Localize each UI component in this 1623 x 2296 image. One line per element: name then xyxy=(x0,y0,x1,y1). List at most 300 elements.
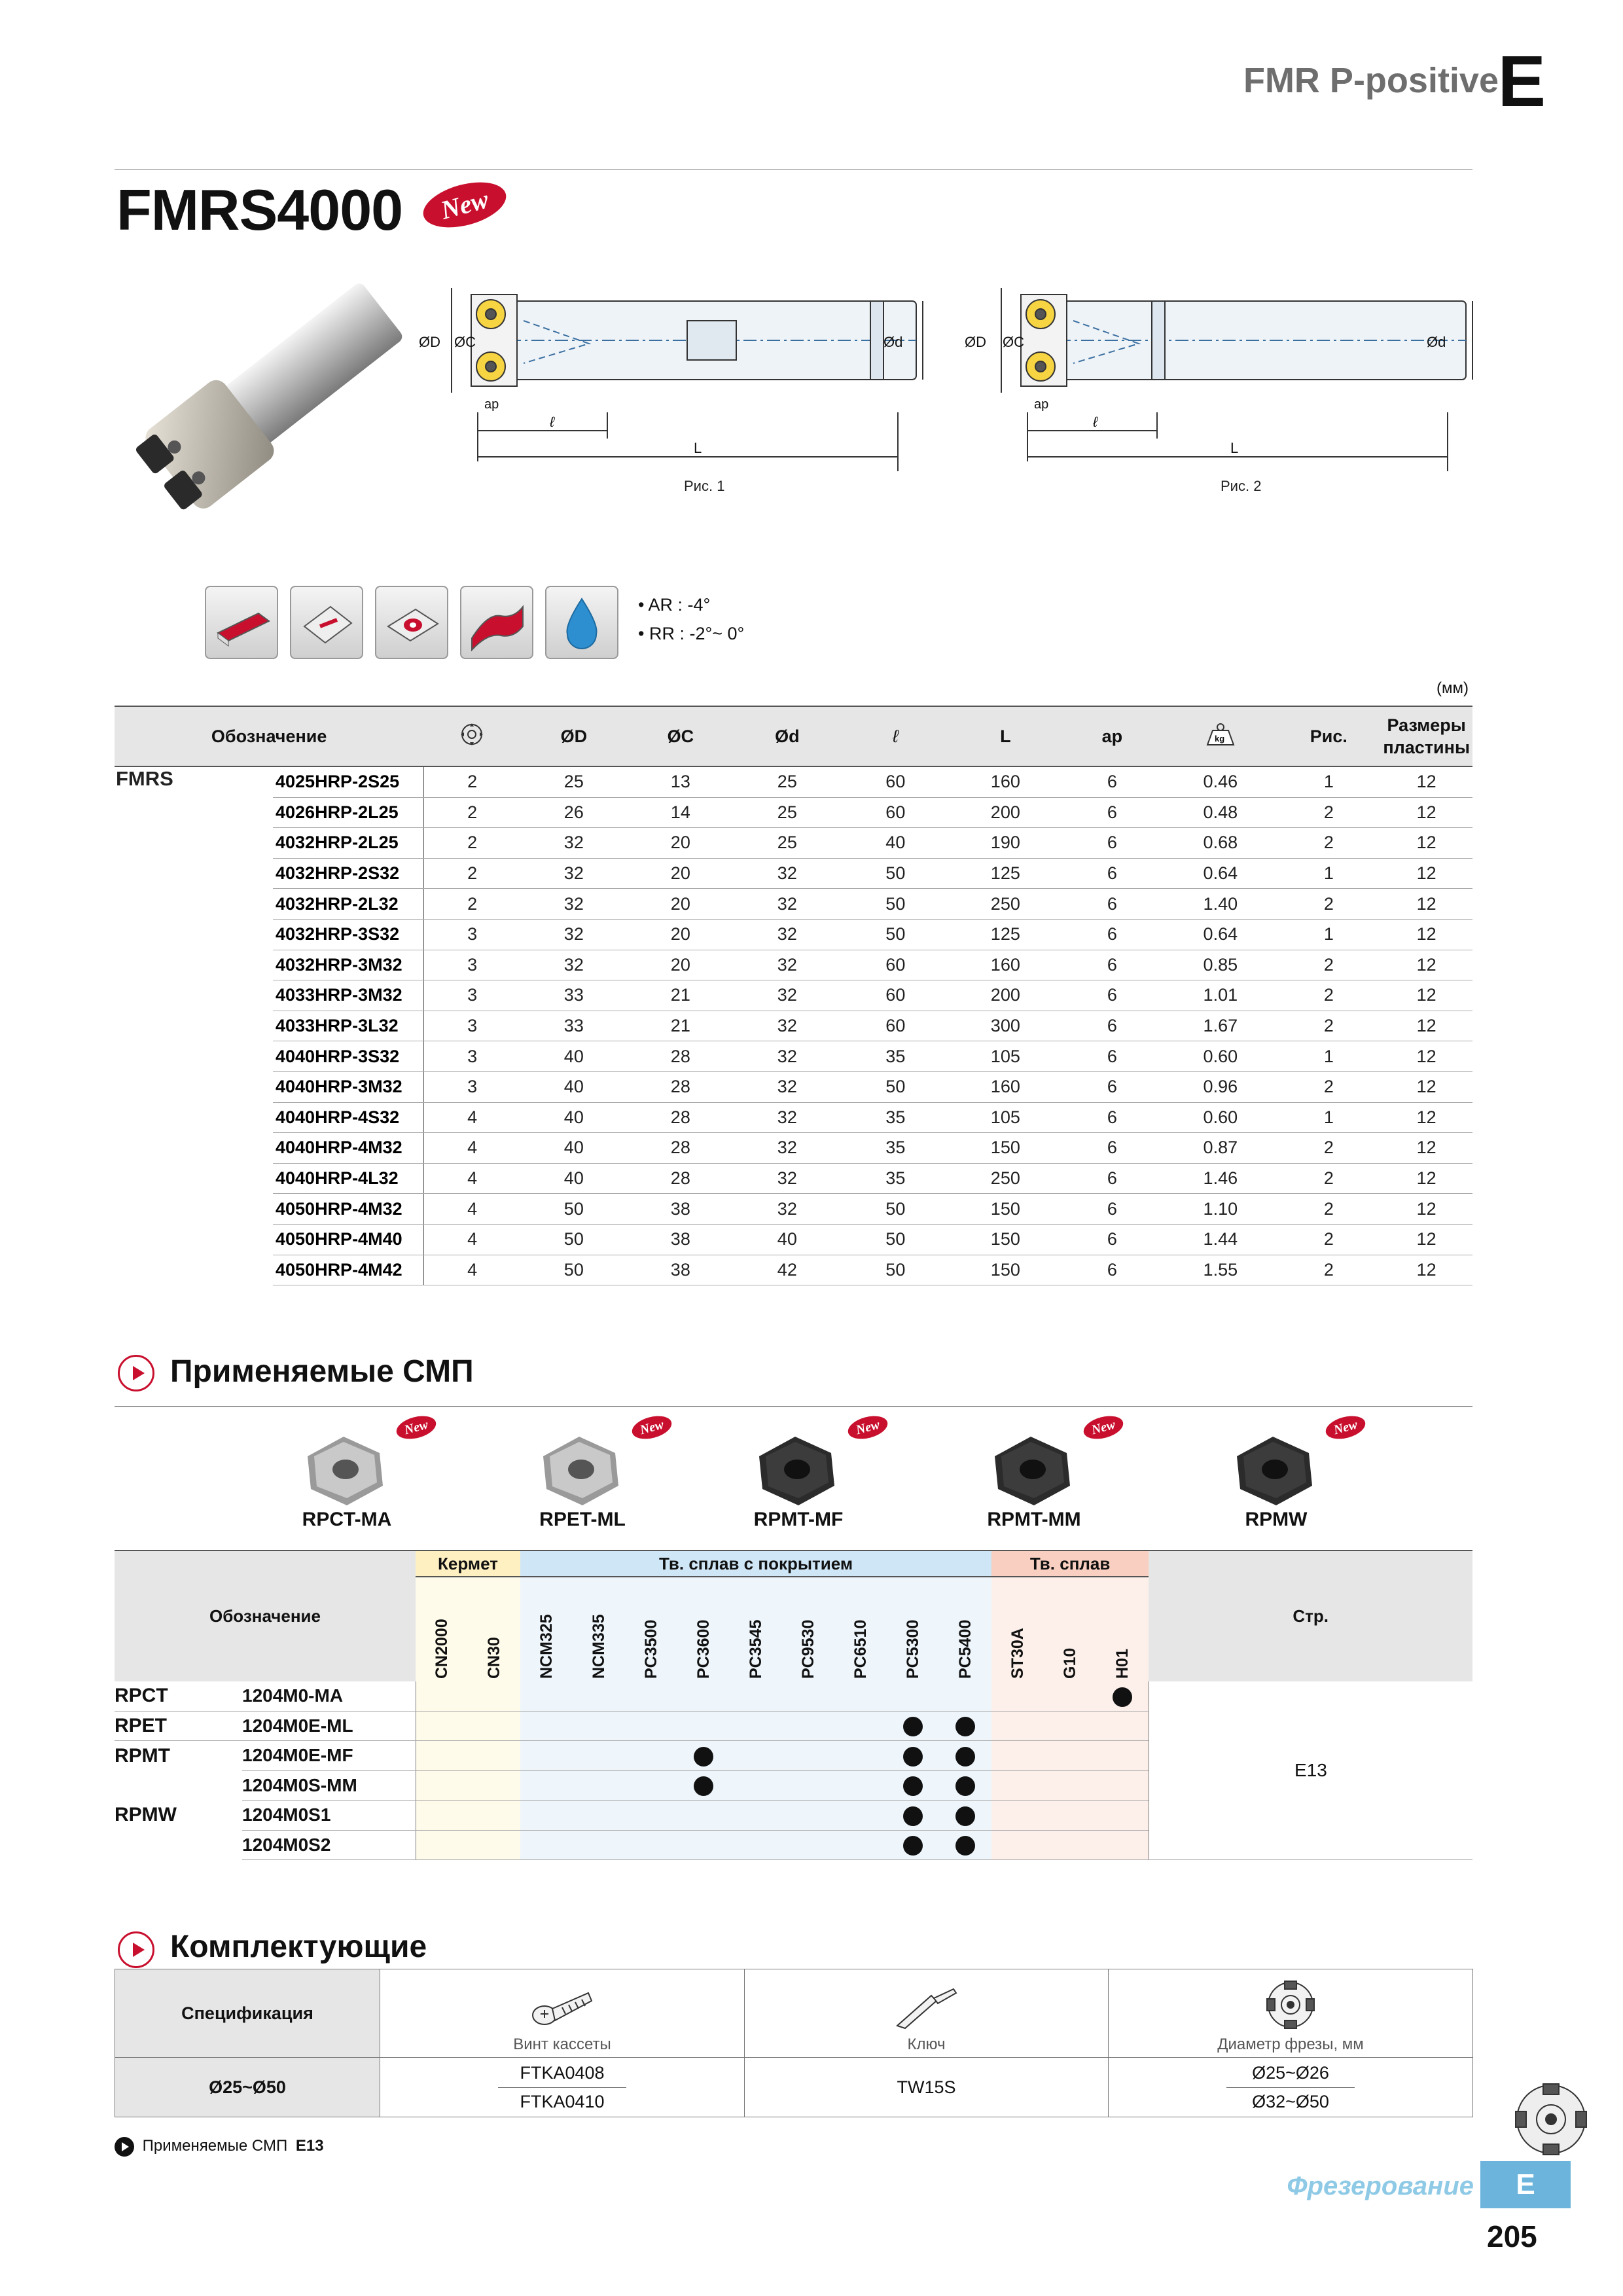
arrow-right-icon xyxy=(115,2137,134,2157)
cell-value: 20 xyxy=(627,950,734,980)
figure-2-drawing xyxy=(962,281,1479,471)
grade-cell xyxy=(677,1801,730,1831)
units-label: (мм) xyxy=(1436,679,1469,697)
cell-value: 0.87 xyxy=(1164,1133,1277,1164)
cell-value: 32 xyxy=(520,889,627,920)
cell-value: 3 xyxy=(423,1011,520,1041)
grade-label: PC3545 xyxy=(746,1619,765,1679)
cell-value: 6 xyxy=(1060,1071,1164,1102)
grade-cell xyxy=(416,1830,468,1860)
tool-code: 4033HRP-3M32 xyxy=(273,980,423,1011)
table-row xyxy=(115,919,1472,950)
insert-image xyxy=(982,1424,1080,1515)
rake-angles xyxy=(638,590,744,648)
grade-cell xyxy=(939,1830,991,1860)
figure-2-caption: Рис. 2 xyxy=(1221,478,1262,494)
cell-value: 35 xyxy=(840,1163,950,1194)
cell-value: 60 xyxy=(840,1011,950,1041)
cell-value: 4 xyxy=(423,1163,520,1194)
grade-label: NCM325 xyxy=(537,1613,556,1679)
cell-value: 35 xyxy=(840,1041,950,1072)
cell-value: 6 xyxy=(1060,1102,1164,1133)
tool-code: 4050HRP-4M32 xyxy=(273,1194,423,1225)
cutter-photo xyxy=(118,268,425,524)
cell-value: 105 xyxy=(950,1041,1060,1072)
grade-cell xyxy=(468,1770,520,1801)
tool-code: 4032HRP-2L25 xyxy=(273,828,423,859)
spec-value: Ø25~Ø50 xyxy=(115,2058,380,2117)
cell-value: 38 xyxy=(627,1255,734,1285)
cell-value: 50 xyxy=(840,1224,950,1255)
cell-value: 12 xyxy=(1380,1194,1472,1225)
insert-family: RPMW xyxy=(115,1804,177,1826)
new-badge: New xyxy=(630,1412,674,1443)
grade-cell xyxy=(573,1801,625,1831)
cell-value: 28 xyxy=(627,1041,734,1072)
cell-value: 32 xyxy=(520,858,627,889)
grade-cell xyxy=(416,1711,468,1741)
availability-dot-icon xyxy=(903,1747,923,1767)
tool-code: 4050HRP-4M40 xyxy=(273,1224,423,1255)
cell-value: 2 xyxy=(1277,797,1380,828)
grade-cell xyxy=(939,1801,991,1831)
col-spec: Спецификация xyxy=(115,1969,380,2058)
table-row xyxy=(115,1071,1472,1102)
grade-cell xyxy=(520,1711,573,1741)
grade-cell xyxy=(625,1711,677,1741)
cell-value: 0.60 xyxy=(1164,1041,1277,1072)
key-icon xyxy=(891,1985,963,2031)
cell-value: 1.10 xyxy=(1164,1194,1277,1225)
cell-value: 2 xyxy=(1277,1194,1380,1225)
cell-value: 12 xyxy=(1380,1041,1472,1072)
cell-value: 6 xyxy=(1060,889,1164,920)
cell-value: 32 xyxy=(734,1194,840,1225)
cell-value: 12 xyxy=(1380,828,1472,859)
group-cermet: Кермет xyxy=(416,1551,520,1577)
cell-value: 150 xyxy=(950,1194,1060,1225)
grade-cell xyxy=(834,1681,887,1711)
grade-cell xyxy=(520,1830,573,1860)
family-name: FMRS xyxy=(116,767,173,790)
grade-cell xyxy=(468,1711,520,1741)
cell-value: 0.68 xyxy=(1164,828,1277,859)
insert-code: 1204M0S-MM xyxy=(242,1770,416,1801)
col-key xyxy=(745,1969,1109,2058)
cell-value: 3 xyxy=(423,1041,520,1072)
cell-value: 4 xyxy=(423,1102,520,1133)
grade-label: PC3600 xyxy=(694,1619,713,1679)
table-row xyxy=(115,980,1472,1011)
cell-value: 20 xyxy=(627,889,734,920)
cell-value: 2 xyxy=(423,828,520,859)
grade-cell xyxy=(677,1741,730,1771)
cell-value: 21 xyxy=(627,1011,734,1041)
grade-label: PC9530 xyxy=(798,1619,817,1679)
cell-value: 6 xyxy=(1060,766,1164,797)
cell-value: 2 xyxy=(1277,1255,1380,1285)
section-letter: E xyxy=(1497,41,1546,122)
grade-header xyxy=(939,1577,991,1681)
dim-ap: ap xyxy=(484,397,499,412)
cell-value: 200 xyxy=(950,797,1060,828)
screw-value-1: FTKA0408 xyxy=(498,2059,626,2088)
insert-name: RPMW xyxy=(1245,1509,1308,1530)
grade-cell xyxy=(730,1830,782,1860)
dim-l: ℓ xyxy=(550,414,555,430)
cell-value: 32 xyxy=(734,980,840,1011)
cell-value: 2 xyxy=(1277,1133,1380,1164)
grade-cell xyxy=(1044,1711,1096,1741)
cell-value: 40 xyxy=(734,1224,840,1255)
cell-value: 32 xyxy=(734,919,840,950)
square-insert-icon xyxy=(290,586,363,659)
cell-value: 160 xyxy=(950,950,1060,980)
grade-header xyxy=(573,1577,625,1681)
tool-code: 4033HRP-3L32 xyxy=(273,1011,423,1041)
footer-reference-page: E13 xyxy=(295,2137,324,2155)
grade-cell xyxy=(991,1681,1044,1711)
axial-rake: • AR : -4° xyxy=(638,595,711,615)
grade-label: CN2000 xyxy=(432,1618,451,1679)
tool-code: 4032HRP-3S32 xyxy=(273,919,423,950)
cell-value: 2 xyxy=(1277,1163,1380,1194)
cell-value: 25 xyxy=(520,766,627,797)
cell-value: 40 xyxy=(520,1163,627,1194)
cell-value: 40 xyxy=(520,1041,627,1072)
page-ref[interactable]: E13 xyxy=(1149,1681,1472,1860)
cell-value: 28 xyxy=(627,1133,734,1164)
availability-dot-icon xyxy=(903,1836,923,1856)
insert-family xyxy=(115,1830,242,1860)
cell-value: 4 xyxy=(423,1224,520,1255)
cell-value: 40 xyxy=(840,828,950,859)
table-row xyxy=(115,889,1472,920)
dim-C: ØC xyxy=(1003,334,1024,350)
cell-value: 14 xyxy=(627,797,734,828)
grade-header xyxy=(677,1577,730,1681)
inserts-heading: Применяемые СМП xyxy=(170,1354,474,1389)
grade-cell xyxy=(782,1770,834,1801)
cell-value: 2 xyxy=(1277,980,1380,1011)
diameter-value-2: Ø32~Ø50 xyxy=(1252,2091,1329,2111)
key-value: TW15S xyxy=(745,2058,1109,2117)
cell-value: 12 xyxy=(1380,766,1472,797)
grade-cell xyxy=(625,1741,677,1771)
col-l: ℓ xyxy=(840,706,950,766)
cell-value: 2 xyxy=(1277,1011,1380,1041)
tool-code: 4040HRP-4M32 xyxy=(273,1133,423,1164)
grade-cell xyxy=(520,1770,573,1801)
cell-value: 6 xyxy=(1060,1163,1164,1194)
cell-value: 60 xyxy=(840,797,950,828)
tool-code: 4040HRP-4L32 xyxy=(273,1163,423,1194)
grade-cell xyxy=(939,1770,991,1801)
table-row xyxy=(115,1102,1472,1133)
dim-l: ℓ xyxy=(1093,414,1098,430)
grade-label: ST30A xyxy=(1008,1627,1027,1679)
cell-value: 2 xyxy=(1277,828,1380,859)
cell-value: 32 xyxy=(734,1011,840,1041)
dim-D: ØD xyxy=(419,334,440,350)
cell-value: 6 xyxy=(1060,1224,1164,1255)
col-page: Стр. xyxy=(1149,1551,1472,1681)
grade-cell xyxy=(1096,1770,1149,1801)
grade-cell xyxy=(468,1801,520,1831)
radial-rake: • RR : -2°~ 0° xyxy=(638,624,745,643)
cell-value: 12 xyxy=(1380,889,1472,920)
footer-category: Фрезерование xyxy=(1287,2172,1474,2200)
cell-value: 12 xyxy=(1380,1163,1472,1194)
availability-dot-icon xyxy=(903,1806,923,1826)
grade-label: PC5300 xyxy=(903,1619,922,1679)
table-row xyxy=(115,1224,1472,1255)
cell-value: 1.40 xyxy=(1164,889,1277,920)
col-screw xyxy=(380,1969,745,2058)
col-D: ØD xyxy=(520,706,627,766)
grade-label: G10 xyxy=(1060,1647,1079,1679)
insert-family: RPMT xyxy=(115,1744,170,1767)
cell-value: 25 xyxy=(734,828,840,859)
col-ap: ap xyxy=(1060,706,1164,766)
grade-cell xyxy=(677,1711,730,1741)
col-d: Ød xyxy=(734,706,840,766)
grade-cell xyxy=(1044,1830,1096,1860)
cell-value: 35 xyxy=(840,1133,950,1164)
availability-dot-icon xyxy=(955,1836,975,1856)
availability-dot-icon xyxy=(955,1747,975,1767)
cell-value: 1.46 xyxy=(1164,1163,1277,1194)
cell-value: 0.64 xyxy=(1164,858,1277,889)
grade-cell xyxy=(1044,1741,1096,1771)
grade-cell xyxy=(834,1711,887,1741)
cell-value: 2 xyxy=(423,797,520,828)
grade-header xyxy=(416,1577,468,1681)
grade-header xyxy=(625,1577,677,1681)
cell-value: 32 xyxy=(520,828,627,859)
cell-value: 1.67 xyxy=(1164,1011,1277,1041)
tool-code: 4032HRP-2S32 xyxy=(273,858,423,889)
grade-cell xyxy=(1096,1711,1149,1741)
weight-unit: kg xyxy=(1214,733,1224,744)
cell-value: 190 xyxy=(950,828,1060,859)
diameter-label: Диаметр фрезы, мм xyxy=(1217,2036,1364,2053)
grade-label: NCM335 xyxy=(589,1613,608,1679)
grade-cell xyxy=(677,1770,730,1801)
grade-cell xyxy=(782,1711,834,1741)
table-row xyxy=(115,858,1472,889)
cell-value: 32 xyxy=(734,858,840,889)
grade-cell xyxy=(1044,1770,1096,1801)
cell-value: 20 xyxy=(627,858,734,889)
grade-cell xyxy=(782,1830,834,1860)
new-badge: New xyxy=(1081,1412,1126,1443)
group-carbide: Тв. сплав xyxy=(991,1551,1149,1577)
tool-code: 4032HRP-3M32 xyxy=(273,950,423,980)
insert-family: RPET xyxy=(115,1711,242,1741)
insert-grade-table xyxy=(115,1550,1472,1860)
cell-value: 3 xyxy=(423,950,520,980)
dim-ap: ap xyxy=(1034,397,1049,412)
coolant-drop-icon xyxy=(545,586,618,659)
cell-value: 1 xyxy=(1277,1102,1380,1133)
cell-value: 3 xyxy=(423,1071,520,1102)
cell-value: 4 xyxy=(423,1133,520,1164)
grade-cell xyxy=(782,1801,834,1831)
cell-value: 33 xyxy=(520,980,627,1011)
cell-value: 6 xyxy=(1060,1041,1164,1072)
insert-image xyxy=(294,1424,393,1515)
new-badge: New xyxy=(846,1412,890,1443)
cell-value: 21 xyxy=(627,980,734,1011)
table-row xyxy=(115,1163,1472,1194)
availability-dot-icon xyxy=(694,1747,713,1767)
insert-code: 1204M0E-ML xyxy=(242,1711,416,1741)
grade-cell xyxy=(677,1830,730,1860)
cell-value: 0.60 xyxy=(1164,1102,1277,1133)
insert-name: RPMT-MF xyxy=(753,1509,844,1530)
cell-value: 32 xyxy=(734,1163,840,1194)
cell-value: 32 xyxy=(734,1071,840,1102)
dim-C: ØC xyxy=(454,334,476,350)
cell-value: 6 xyxy=(1060,950,1164,980)
tool-spec-table xyxy=(115,706,1472,1285)
cell-value: 38 xyxy=(627,1194,734,1225)
dim-d: Ød xyxy=(883,334,903,350)
grade-cell xyxy=(730,1681,782,1711)
grade-cell xyxy=(730,1770,782,1801)
grade-cell xyxy=(573,1711,625,1741)
dim-L: L xyxy=(1230,440,1239,456)
cell-value: 60 xyxy=(840,950,950,980)
grade-cell xyxy=(520,1741,573,1771)
table-row xyxy=(115,1194,1472,1225)
cell-value: 150 xyxy=(950,1224,1060,1255)
cell-value: 2 xyxy=(423,858,520,889)
tool-code: 4040HRP-3M32 xyxy=(273,1071,423,1102)
grade-cell xyxy=(573,1830,625,1860)
grade-cell xyxy=(1096,1681,1149,1711)
cell-value: 3 xyxy=(423,980,520,1011)
cell-value: 50 xyxy=(520,1224,627,1255)
grade-cell xyxy=(991,1711,1044,1741)
col-designation: Обозначение xyxy=(115,706,423,766)
grade-cell xyxy=(468,1741,520,1771)
cell-value: 0.64 xyxy=(1164,919,1277,950)
cell-value: 2 xyxy=(423,766,520,797)
weight-icon xyxy=(1164,706,1277,766)
cell-value: 4 xyxy=(423,1194,520,1225)
cell-value: 50 xyxy=(520,1194,627,1225)
grade-cell xyxy=(887,1741,939,1771)
cell-value: 32 xyxy=(734,1041,840,1072)
cell-value: 1.44 xyxy=(1164,1224,1277,1255)
grade-cell xyxy=(1096,1741,1149,1771)
key-label: Ключ xyxy=(907,2036,946,2053)
grade-cell xyxy=(782,1741,834,1771)
grade-header xyxy=(520,1577,573,1681)
grade-cell xyxy=(887,1830,939,1860)
figure-1-drawing xyxy=(412,281,929,471)
grade-cell xyxy=(573,1770,625,1801)
grade-cell xyxy=(991,1801,1044,1831)
cell-value: 32 xyxy=(734,950,840,980)
screw-value-2: FTKA0410 xyxy=(520,2091,605,2111)
grade-header xyxy=(1096,1577,1149,1681)
cell-value: 125 xyxy=(950,919,1060,950)
cell-value: 28 xyxy=(627,1071,734,1102)
dim-D: ØD xyxy=(965,334,986,350)
cell-value: 12 xyxy=(1380,980,1472,1011)
grade-cell xyxy=(887,1711,939,1741)
availability-dot-icon xyxy=(1113,1687,1132,1707)
new-badge: New xyxy=(394,1412,438,1443)
footer-reference[interactable] xyxy=(115,2137,324,2157)
tool-code: 4025HRP-2S25 xyxy=(273,766,423,797)
new-badge: New xyxy=(1323,1412,1368,1443)
cell-value: 150 xyxy=(950,1255,1060,1285)
header-divider xyxy=(115,169,1472,170)
cell-value: 50 xyxy=(520,1255,627,1285)
grade-cell xyxy=(520,1801,573,1831)
grade-label: PC6510 xyxy=(851,1619,870,1679)
insert-code: 1204M0S1 xyxy=(242,1801,416,1831)
availability-dot-icon xyxy=(955,1806,975,1826)
cell-value: 35 xyxy=(840,1102,950,1133)
cell-value: 6 xyxy=(1060,828,1164,859)
cell-value: 200 xyxy=(950,980,1060,1011)
insert-code: 1204M0-MA xyxy=(242,1681,416,1711)
cell-value: 40 xyxy=(520,1102,627,1133)
grade-cell xyxy=(834,1741,887,1771)
screw-values xyxy=(380,2058,745,2117)
dim-L: L xyxy=(694,440,702,456)
col-fig: Рис. xyxy=(1277,706,1380,766)
cell-value: 12 xyxy=(1380,1071,1472,1102)
tool-code: 4040HRP-3S32 xyxy=(273,1041,423,1072)
grade-label: CN30 xyxy=(484,1636,503,1679)
cell-value: 0.46 xyxy=(1164,766,1277,797)
cell-value: 32 xyxy=(734,1102,840,1133)
cell-value: 6 xyxy=(1060,1255,1164,1285)
grade-header xyxy=(468,1577,520,1681)
cell-value: 50 xyxy=(840,1194,950,1225)
availability-dot-icon xyxy=(903,1776,923,1796)
table-row xyxy=(115,828,1472,859)
col-designation: Обозначение xyxy=(115,1551,416,1681)
cell-value: 160 xyxy=(950,1071,1060,1102)
cell-value: 150 xyxy=(950,1133,1060,1164)
diameter-value-1: Ø25~Ø26 xyxy=(1226,2059,1355,2088)
grade-header xyxy=(834,1577,887,1681)
cell-value: 13 xyxy=(627,766,734,797)
cell-value: 6 xyxy=(1060,919,1164,950)
cell-value: 32 xyxy=(520,919,627,950)
cell-value: 1 xyxy=(1277,858,1380,889)
cell-value: 0.85 xyxy=(1164,950,1277,980)
cell-value: 2 xyxy=(1277,1224,1380,1255)
footer-reference-label: Применяемые СМП xyxy=(142,2137,288,2155)
table-row xyxy=(115,1041,1472,1072)
cell-value: 2 xyxy=(1277,950,1380,980)
section-tab[interactable]: E xyxy=(1480,2161,1571,2208)
table-row xyxy=(115,950,1472,980)
grade-cell xyxy=(416,1741,468,1771)
grade-cell xyxy=(573,1681,625,1711)
table-row xyxy=(115,1255,1472,1285)
cell-value: 0.48 xyxy=(1164,797,1277,828)
grade-cell xyxy=(520,1681,573,1711)
